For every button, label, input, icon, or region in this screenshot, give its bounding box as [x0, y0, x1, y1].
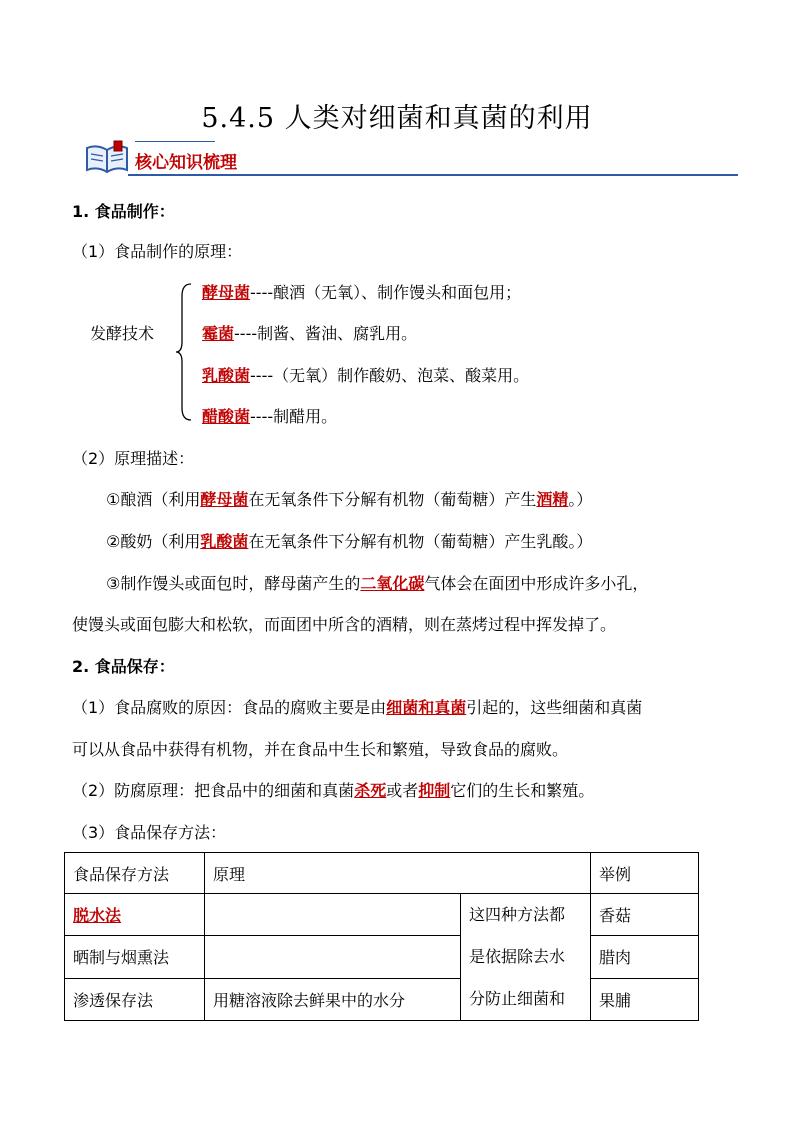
- table-row: [65, 936, 699, 978]
- keyword: 酵母菌: [200, 490, 249, 509]
- spoilage-cause: [72, 698, 642, 718]
- keyword: 二氧化碳: [360, 574, 425, 593]
- ferment-item-acetic: [202, 407, 337, 427]
- text: 在无氧条件下分解有机物（葡萄糖）产生乳酸。）: [248, 532, 593, 551]
- preservation-table: [64, 852, 699, 1021]
- keyword: 霉菌: [202, 324, 235, 343]
- table-cell-example: 腊肉: [591, 936, 699, 978]
- keyword: 乳酸菌: [200, 532, 249, 551]
- heading-food-preservation: 2. 食品保存：: [72, 657, 175, 676]
- text: （1）食品腐败的原因：食品的腐败主要是由: [72, 698, 387, 717]
- section-rule: [128, 174, 738, 176]
- preservation-principle: [72, 781, 594, 801]
- subheading-principle: （1）食品制作的原理：: [72, 242, 243, 261]
- text: ②酸奶（利用: [106, 532, 201, 551]
- spoilage-cause-line2: 可以从食品中获得有机物，并在食品中生长和繁殖，导致食品的腐败。: [72, 740, 569, 759]
- description-bread-line2: 使馒头或面包膨大和松软，而面团中所含的酒精，则在蒸烤过程中挥发掉了。: [72, 615, 617, 634]
- heading-food-making: 1. 食品制作：: [72, 202, 175, 221]
- merged-line: 是依据除去水: [469, 947, 566, 966]
- keyword: 乳酸菌: [202, 366, 251, 385]
- keyword: 杀死: [354, 781, 387, 800]
- ferment-desc: ----（无氧）制作酸奶、泡菜、酸菜用。: [250, 366, 530, 385]
- table-header: 原理: [205, 853, 461, 894]
- keyword: 醋酸菌: [202, 407, 251, 426]
- subheading-description: （2）原理描述：: [72, 449, 195, 468]
- keyword: 抑制: [418, 781, 451, 800]
- table-cell-method: 渗透保存法: [65, 978, 205, 1020]
- section-title: 核心知识梳理: [135, 153, 237, 173]
- table-cell-merged-note: [461, 894, 591, 1021]
- table-cell-example: 果脯: [591, 978, 699, 1020]
- text: 它们的生长和繁殖。: [450, 781, 595, 800]
- description-yogurt: [106, 532, 592, 552]
- text: （2）防腐原理：把食品中的细菌和真菌: [72, 781, 355, 800]
- text: 在无氧条件下分解有机物（葡萄糖）产生: [248, 490, 537, 509]
- description-wine: [106, 490, 592, 510]
- keyword: 酒精: [536, 490, 569, 509]
- table-header: 举例: [591, 853, 699, 894]
- table-cell-principle: 用糖溶液除去鲜果中的水分: [205, 978, 461, 1020]
- keyword: 酵母菌: [202, 283, 251, 302]
- table-cell-principle: [205, 894, 461, 936]
- table-row: [65, 978, 699, 1020]
- table-header-row: [65, 853, 699, 894]
- ferment-desc: ----制酱、酱油、腐乳用。: [234, 324, 418, 343]
- open-book-icon: [84, 140, 130, 178]
- ferment-desc: ----制醋用。: [250, 407, 338, 426]
- text: 或者: [386, 781, 419, 800]
- subheading-methods: （3）食品保存方法：: [72, 823, 227, 842]
- text: 气体会在面团中形成许多小孔，: [424, 574, 649, 593]
- text: ①酿酒（利用: [106, 490, 201, 509]
- text: 引起的，这些细菌和真菌: [466, 698, 643, 717]
- table-cell-principle: [205, 936, 461, 978]
- ferment-item-lactic: [202, 366, 529, 386]
- text: 。）: [568, 490, 593, 509]
- table-header: [461, 853, 591, 894]
- merged-line: 分防止细菌和: [469, 989, 566, 1008]
- page-title: 5.4.5 人类对细菌和真菌的利用: [201, 103, 593, 134]
- table-cell-example: 香菇: [591, 894, 699, 936]
- ferment-item-mold: [202, 324, 417, 344]
- table-header: 食品保存方法: [65, 853, 205, 894]
- brace-icon: [174, 282, 194, 426]
- text: ③制作馒头或面包时，酵母菌产生的: [106, 574, 361, 593]
- table-cell-method: 晒制与烟熏法: [65, 936, 205, 978]
- fermentation-label: 发酵技术: [90, 324, 155, 343]
- section-top-rule: [135, 141, 215, 142]
- merged-line: 这四种方法都: [469, 905, 566, 924]
- keyword: 细菌和真菌: [386, 698, 467, 717]
- ferment-desc: ----酿酒（无氧）、制作馒头和面包用；: [250, 283, 522, 302]
- description-bread: [106, 574, 648, 594]
- table-row: [65, 894, 699, 936]
- table-cell-method: 脱水法: [65, 894, 205, 936]
- ferment-item-yeast: [202, 283, 521, 303]
